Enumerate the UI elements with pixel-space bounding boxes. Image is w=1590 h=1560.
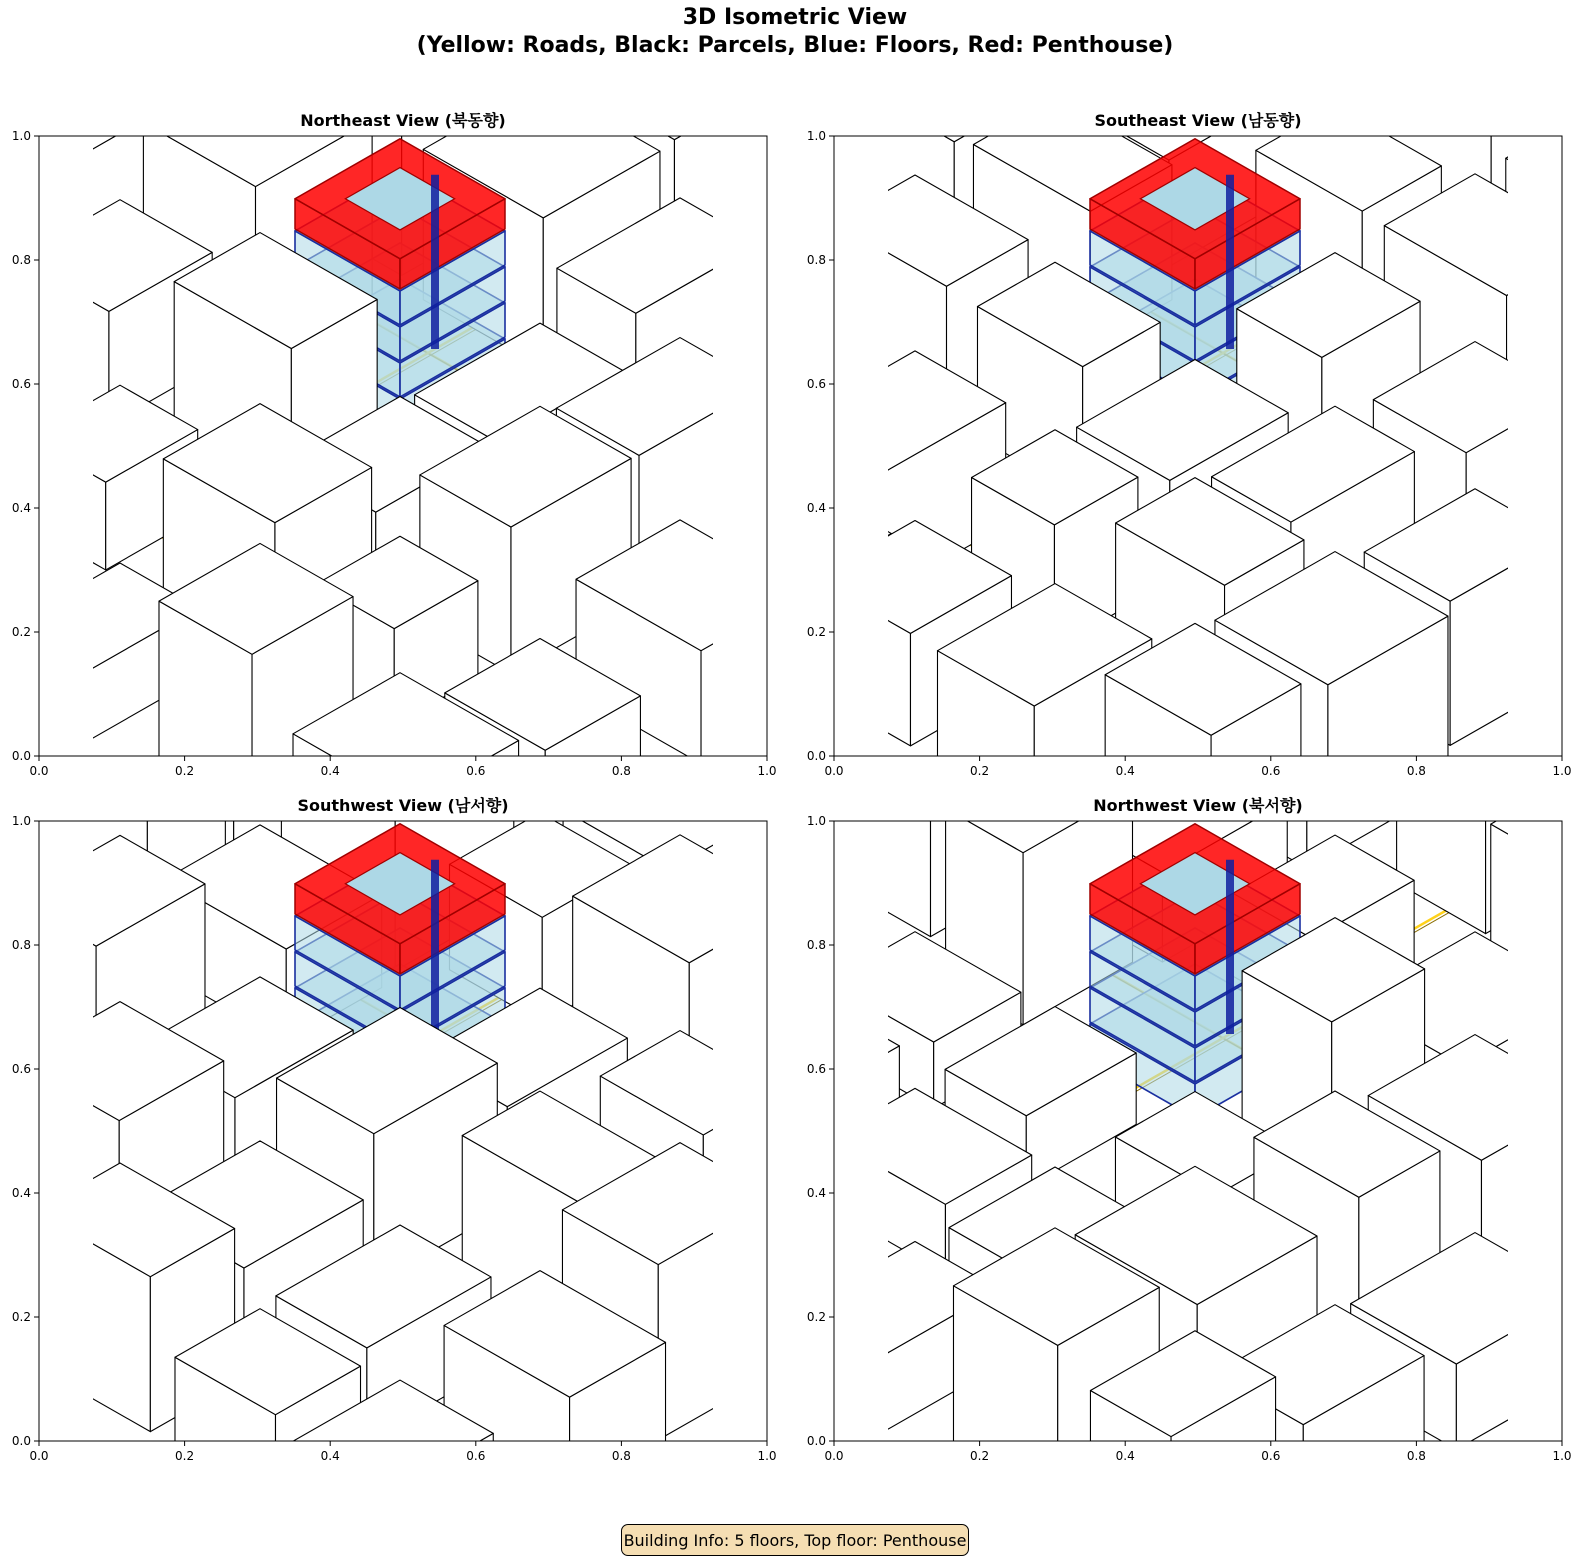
panel-title: Northwest View (북서향) (1093, 796, 1303, 815)
parcel-building-side (1586, 511, 1590, 658)
panel-title: Southeast View (남동향) (1094, 111, 1302, 130)
y-tick-label: 1.0 (11, 814, 31, 828)
y-tick-label: 0.0 (806, 749, 826, 763)
y-tick-label: 0.2 (806, 625, 826, 639)
x-tick-label: 0.4 (1115, 764, 1135, 778)
y-tick-label: 1.0 (11, 129, 31, 143)
y-tick-label: 0.2 (11, 625, 31, 639)
x-tick-label: 1.0 (1552, 764, 1572, 778)
building-info-text: Building Info: 5 floors, Top floor: Penthouse (623, 1530, 967, 1550)
x-tick-label: 0.8 (1406, 764, 1426, 778)
x-tick-label: 0.8 (1406, 1449, 1426, 1463)
y-tick-label: 0.6 (806, 377, 826, 391)
x-tick-label: 0.6 (466, 764, 486, 778)
x-tick-label: 0.2 (970, 1449, 990, 1463)
y-tick-label: 0.6 (11, 377, 31, 391)
x-tick-label: 0.0 (29, 764, 49, 778)
building-info-box (621, 1524, 969, 1556)
figure-title-line1: 3D Isometric View (682, 5, 908, 30)
y-tick-label: 0.8 (11, 253, 31, 267)
y-tick-label: 0.6 (11, 1062, 31, 1076)
panel-title: Northeast View (북동향) (300, 111, 506, 130)
y-tick-label: 1.0 (806, 129, 826, 143)
y-tick-label: 0.4 (806, 501, 826, 515)
x-tick-label: 0.4 (320, 764, 340, 778)
y-tick-label: 0.0 (11, 1434, 31, 1448)
y-tick-label: 0.4 (806, 1186, 826, 1200)
x-tick-label: 0.2 (970, 764, 990, 778)
figure-title (0, 4, 1590, 60)
southeast-view-panel (795, 105, 1590, 780)
y-tick-label: 0.0 (11, 749, 31, 763)
y-tick-label: 0.2 (11, 1310, 31, 1324)
northwest-view-panel (795, 790, 1590, 1465)
x-tick-label: 0.8 (611, 1449, 631, 1463)
y-tick-label: 0.8 (806, 938, 826, 952)
panel-title: Southwest View (남서향) (297, 796, 509, 815)
x-tick-label: 0.0 (824, 1449, 844, 1463)
x-tick-label: 0.2 (175, 764, 195, 778)
x-tick-label: 0.2 (175, 1449, 195, 1463)
y-tick-label: 0.4 (11, 1186, 31, 1200)
x-tick-label: 1.0 (1552, 1449, 1572, 1463)
x-tick-label: 0.6 (1261, 764, 1281, 778)
y-tick-label: 0.4 (11, 501, 31, 515)
x-tick-label: 0.6 (466, 1449, 486, 1463)
y-tick-label: 0.0 (806, 1434, 826, 1448)
parcel-building-top (1518, 0, 1590, 2)
x-tick-label: 0.4 (1115, 1449, 1135, 1463)
parcel-building-side (278, 1450, 371, 1560)
x-tick-label: 0.8 (611, 764, 631, 778)
y-tick-label: 0.6 (806, 1062, 826, 1076)
y-tick-label: 1.0 (806, 814, 826, 828)
x-tick-label: 1.0 (757, 1449, 777, 1463)
x-tick-label: 0.4 (320, 1449, 340, 1463)
northeast-view-panel (0, 105, 795, 780)
x-tick-label: 0.0 (824, 764, 844, 778)
x-tick-label: 0.0 (29, 1449, 49, 1463)
x-tick-label: 0.6 (1261, 1449, 1281, 1463)
parcel-building-side (0, 187, 10, 343)
figure-title-line2: (Yellow: Roads, Black: Parcels, Blue: Floors, Red: Penthouse) (416, 33, 1174, 58)
y-tick-label: 0.2 (806, 1310, 826, 1324)
y-tick-label: 0.8 (806, 253, 826, 267)
y-tick-label: 0.8 (11, 938, 31, 952)
southwest-view-panel (0, 790, 795, 1465)
x-tick-label: 1.0 (757, 764, 777, 778)
